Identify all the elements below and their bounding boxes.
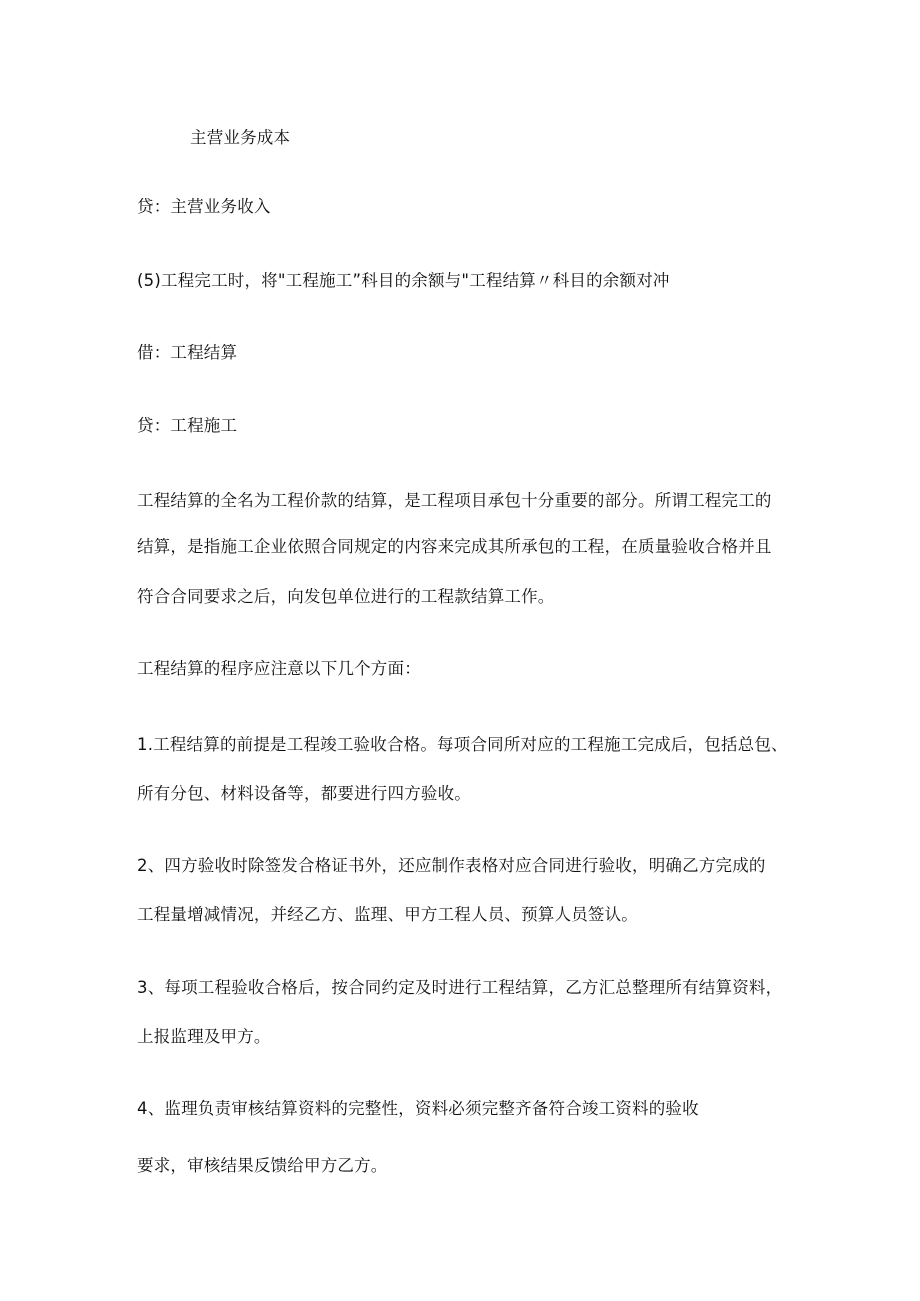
item-4-line-2: 要求，审核结果反馈给甲方乙方。: [137, 1156, 388, 1175]
item-4-line-1: 4、监理负责审核结算资料的完整性，资料必须完整齐备符合竣工资料的验收: [137, 1099, 699, 1118]
item-1-line-2: 所有分包、材料设备等，都要进行四方验收。: [137, 784, 471, 803]
text-line-5: 贷：工程施工: [137, 416, 238, 435]
text-line-1: 主营业务成本: [190, 128, 291, 147]
paragraph-1-line-2: 结算，是指施工企业依照合同规定的内容来完成其所承包的工程，在质量验收合格并且: [137, 537, 772, 556]
paragraph-2-heading: 工程结算的程序应注意以下几个方面：: [137, 659, 421, 678]
item-2-line-1: 2、四方验收时除签发合格证书外，还应制作表格对应合同进行验收，明确乙方完成的: [137, 856, 766, 875]
item-3-line-1: 3、每项工程验收合格后，按合同约定及时进行工程结算，乙方汇总整理所有结算资料，: [137, 978, 783, 997]
item-3-line-2: 上报监理及甲方。: [137, 1027, 271, 1046]
text-line-3: (5)工程完工时，将"工程施工”科目的余额与"工程结算〃科目的余额对冲: [137, 271, 670, 290]
text-line-2: 贷：主营业务收入: [137, 197, 271, 216]
paragraph-1-line-3: 符合合同要求之后，向发包单位进行的工程款结算工作。: [137, 587, 555, 606]
item-2-line-2: 工程量增减情况，并经乙方、监理、甲方工程人员、预算人员签认。: [137, 905, 638, 924]
paragraph-1-line-1: 工程结算的全名为工程价款的结算，是工程项目承包十分重要的部分。所谓工程完工的: [137, 491, 772, 510]
text-line-4: 借：工程结算: [137, 343, 238, 362]
item-1-line-1: 1.工程结算的前提是工程竣工验收合格。每项合同所对应的工程施工完成后，包括总包、: [137, 735, 788, 754]
